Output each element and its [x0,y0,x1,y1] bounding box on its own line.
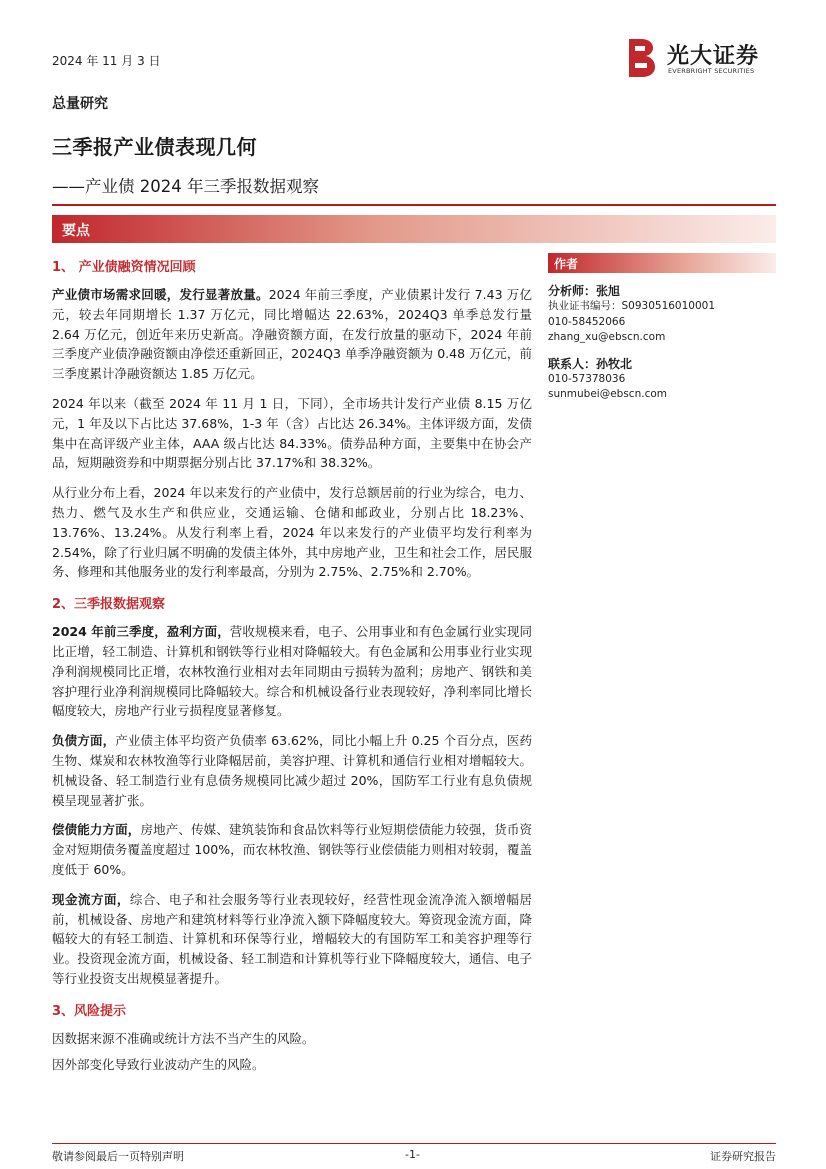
author-sidebar [548,253,776,403]
logo-text-en: EVERBRIGHT SECURITIES [668,67,755,75]
analyst-name: 分析师：张旭 [548,284,621,298]
section-financing [52,255,532,582]
section-heading: 3、风险提示 [52,1003,127,1019]
paragraph-lead: 现金流方面， [52,891,130,907]
paragraph-text: 从行业分布上看，2024 年以来发行的产业债中，发行总额居前的行业为综合，电力、热力、燃气及水生产和供应业，交通运输、仓储和邮政业，分别占比 18.23%、13.76%、13.24%。从发行利率上看，2024 年以来发行的产业债平均发行利率为 2.54%，除了行业归属不明确的发债主体外，其中房地产业，卫生和社会工作，居民服务、修理和其他服务业的发行利率最高，分别为 2.75%、2.75%和 2.70%。 [52,485,532,580]
paragraph-text: 因外部变化导致行业波动产生的风险。 [52,1056,265,1072]
paragraph [52,285,532,384]
paragraph-lead: 负债方面， [52,733,116,749]
analyst-email: zhang_xu@ebscn.com [548,331,666,343]
section-risk [52,999,532,1075]
paragraph [52,890,532,989]
contact-name: 联系人：孙牧北 [548,356,633,371]
paragraph-lead: 偿债能力方面， [52,822,141,838]
paragraph [52,483,532,582]
title-divider [52,204,776,206]
paragraph-text: 2024 年前三季度，产业债累计发行 7.43 万亿元，较去年同期增长 1.37 万亿元，同比增幅达 22.63%，2024Q3 单季总发行量 2.64 万亿元，创近年来历史新高。净融资额方面，在发行放量的驱动下，2024 年前三季度产业债净融资额由净偿还重新回正，2024Q3 单季净融资额为 0.48 万亿元，前三季度累计净融资额达 1.85 万亿元。 [52,287,532,382]
paragraph [52,622,532,721]
footer-divider [52,1143,776,1144]
company-logo [627,37,777,81]
author-label: 作者 [554,257,579,271]
footer-report-type: 证券研究报告 [710,1150,776,1163]
paragraph-lead: 2024 年前三季度，盈利方面， [52,624,230,640]
analyst-phone: 010-58452066 [548,315,626,328]
author-banner [548,253,776,273]
section-heading: 2、三季报数据观察 [52,597,166,613]
paragraph [52,394,532,473]
paragraph [52,1055,532,1075]
paragraph [52,820,532,879]
report-title: 三季报产业债表现几何 [52,135,257,159]
keypoints-banner [52,215,776,243]
section-heading: 1、 产业债融资情况回顾 [52,260,196,275]
paragraph-text: 营收规模来看，电子、公用事业和有色金属行业实现同比正增，轻工制造、计算机和钢铁等行业相对降幅较大。有色金属和公用事业行业实现净利润规模同比正增，农林牧渔行业相对去年同期由亏损转为盈利；房地产、钢铁和美容护理行业净利润规模同比降幅较大。综合和机械设备行业表现较好，净利率同比增长幅度较大，房地产行业亏损程度显著修复。 [52,624,532,719]
paragraph-text: 2024 年以来（截至 2024 年 11 月 1 日，下同），全市场共计发行产业债 8.15 万亿元，1 年及以下占比达 37.68%，1-3 年（含）占比达 26.34%。主体评级方面，发债集中在高评级产业主体，AAA 级占比达 84.33%。债券品种方面，主要集中在协会产品，短期融资券和中期票据分别占比 37.17%和 38.32%。 [52,395,532,471]
paragraph [52,731,532,810]
report-category: 总量研究 [52,96,108,112]
logo-text-cn: 光大证券 [667,44,760,69]
contact-email: sunmubei@ebscn.com [548,388,667,400]
everbright-logo-icon [627,37,657,79]
contact-phone: 010-57378036 [548,372,626,385]
footer-disclaimer: 敬请参阅最后一页特别声明 [52,1150,184,1163]
keypoints-label: 要点 [62,223,90,239]
paragraph-lead: 产业债市场需求回暖，发行显著放量。 [52,287,269,302]
paragraph-text: 房地产、传媒、建筑装饰和食品饮料等行业短期偿债能力较强，货币资金对短期债务覆盖度超过 100%，而农林牧渔、钢铁等行业偿债能力则相对较弱，覆盖度低于 60%。 [52,822,532,877]
main-content [52,255,532,1080]
page-number: -1- [405,1148,420,1161]
paragraph-text: 综合、电子和社会服务等行业表现较好，经营性现金流净流入额增幅居前，机械设备、房地产和建筑材料等行业净流入额下降幅度较大。筹资现金流方面，降幅较大的有轻工制造、计算机和环保等行业，增幅较大的有国防军工和美容护理等行业。投资现金流方面，机械设备、轻工制造和计算机等行业下降幅度较大，通信、电子等行业投资支出规模显著提升。 [52,891,532,986]
section-q3-observation [52,592,532,989]
report-date: 2024 年 11 月 3 日 [52,54,161,68]
analyst-license: 执业证书编号：S0930516010001 [548,300,716,312]
paragraph [52,1029,532,1049]
paragraph-text: 产业债主体平均资产负债率 63.62%，同比小幅上升 0.25 个百分点，医药生物、煤炭和农林牧渔等行业降幅居前，美容护理、计算机和通信行业相对增幅较大。机械设备、轻工制造行业有息债务规模同比减少超过 20%，国防军工行业有息负债规模呈现显著扩张。 [52,733,532,808]
report-subtitle: ——产业债 2024 年三季报数据观察 [52,177,319,196]
paragraph-text: 因数据来源不准确或统计方法不当产生的风险。 [52,1030,315,1046]
